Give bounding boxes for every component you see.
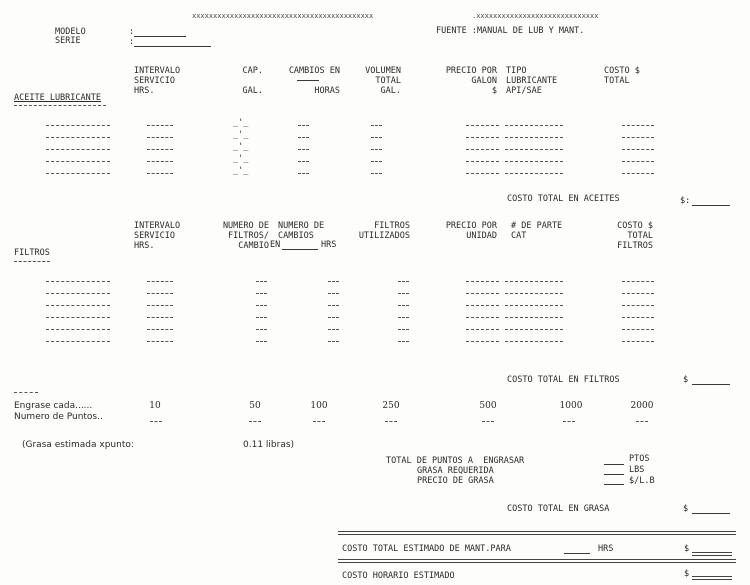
aceites-total-field[interactable]: [692, 205, 730, 206]
modelo-label: MODELO: [55, 27, 86, 37]
puntos-field[interactable]: [385, 421, 397, 422]
grasa-total-field[interactable]: [692, 513, 730, 514]
total-puntos-label: TOTAL DE PUNTOS A ENGRASAR: [386, 456, 525, 466]
filtro-col-precio: PRECIO POR UNIDAD: [445, 221, 497, 241]
aceite-col-intervalo: INTERVALO SERVICIO HRS.: [134, 66, 181, 96]
filtro-col-parte: # DE PARTE CAT: [511, 221, 563, 241]
grasa-estimada-valor: 0.11 libras): [243, 440, 295, 450]
engrase-value: 50: [249, 401, 261, 411]
engrase-value: 10: [149, 401, 161, 411]
header-x-line-right: .xxxxxxxxxxxxxxxxxxxxxxxxxxxxx: [472, 12, 599, 20]
mant-hrs-field[interactable]: [564, 553, 590, 554]
puntos-field[interactable]: [563, 421, 575, 422]
aceite-col-cambios: CAMBIOS EN HORAS: [288, 66, 340, 96]
engrase-cada-label: Engrase cada......: [14, 401, 93, 411]
puntos-field[interactable]: [249, 421, 261, 422]
serie-field[interactable]: [134, 46, 211, 47]
filtro-en-blank[interactable]: [282, 249, 318, 250]
filtro-col-hrs: HRS: [321, 240, 337, 250]
aceite-col-volumen: VOLUMEN TOTAL GAL.: [365, 66, 401, 96]
filtros-total-field[interactable]: [692, 384, 730, 385]
aceite-col-precio: PRECIO POR GALON $: [445, 66, 497, 96]
costo-total-grasa-label: COSTO TOTAL EN GRASA: [507, 504, 610, 514]
mant-total-field[interactable]: [692, 552, 732, 556]
footer-rule-top: [338, 531, 736, 535]
costo-total-filtros-label: COSTO TOTAL EN FILTROS: [507, 375, 620, 385]
grasa-requerida-label: GRASA REQUERIDA: [417, 466, 494, 476]
modelo-colon: :: [129, 27, 135, 37]
engrase-value: 1000: [559, 401, 583, 411]
filtro-col-intervalo: INTERVALO SERVICIO HRS.: [134, 221, 181, 251]
unit-lb: $/L.B: [629, 476, 655, 486]
filtro-col-numero: NUMERO DE FILTROS/ CAMBIO: [222, 221, 269, 251]
costo-total-aceites-label: COSTO TOTAL EN ACEITES: [507, 194, 620, 204]
precio-grasa-label: PRECIO DE GRASA: [417, 476, 494, 486]
filtro-col-costo: COSTO $ TOTAL FILTROS: [617, 221, 653, 251]
mant-hrs-label: HRS: [598, 544, 614, 554]
unit-lbs: LBS: [629, 465, 645, 475]
footer-currency-1: $: [684, 544, 690, 554]
serie-colon: :: [129, 37, 135, 47]
header-x-line-left: xxxxxxxxxxxxxxxxxxxxxxxxxxxxxxxxxxxxxxxxxxx: [192, 12, 374, 20]
filtro-col-en: EN: [270, 240, 281, 250]
filtro-col-filtros: FILTROS UTILIZADOS: [358, 221, 410, 241]
puntos-field[interactable]: [313, 421, 325, 422]
puntos-field[interactable]: [150, 421, 162, 422]
numero-puntos-label: Numero de Puntos..: [14, 412, 103, 422]
precio-grasa-field[interactable]: [604, 484, 624, 485]
horario-total-field[interactable]: [692, 576, 732, 580]
engrase-value: 2000: [630, 401, 654, 411]
filtros-label: FILTROS: [14, 248, 50, 258]
aceite-col-tipo: TIPO LUBRICANTE API/SAE: [506, 66, 558, 96]
costo-horario-label: COSTO HORARIO ESTIMADO: [342, 571, 455, 581]
filtro-col-numero-cambios: NUMERO DE CAMBIOS: [278, 221, 325, 241]
grasa-estimada-label: (Grasa estimada xpunto:: [22, 440, 134, 450]
aceites-currency: $:: [680, 196, 691, 206]
engrase-value: 100: [310, 401, 328, 411]
puntos-field[interactable]: [636, 421, 648, 422]
engrase-rule: [14, 392, 38, 393]
footer-currency-2: $: [684, 569, 690, 579]
serie-label: SERIE: [55, 36, 81, 46]
costo-estimado-mant-label: COSTO TOTAL ESTIMADO DE MANT.PARA: [342, 544, 511, 554]
aceite-col-cap: CAP. GAL.: [242, 66, 263, 96]
aceite-col-costo: COSTO $ TOTAL: [604, 66, 640, 86]
grasa-requerida-field[interactable]: [604, 474, 624, 475]
total-puntos-field[interactable]: [604, 464, 624, 465]
modelo-field[interactable]: [134, 36, 186, 37]
aceite-lubricante-label: ACEITE LUBRICANTE: [14, 93, 101, 103]
grasa-currency: $: [683, 504, 689, 514]
cambios-blank[interactable]: [297, 80, 319, 81]
engrase-value: 250: [382, 401, 400, 411]
puntos-field[interactable]: [482, 421, 494, 422]
fuente-label: FUENTE :MANUAL DE LUB Y MANT.: [436, 26, 585, 36]
unit-ptos: PTOS: [629, 454, 650, 464]
footer-rule-middle: [338, 559, 736, 563]
filtros-label-rule: [14, 261, 50, 262]
filtros-currency: $: [683, 375, 689, 385]
aceite-label-rule: [14, 105, 106, 106]
engrase-value: 500: [479, 401, 497, 411]
